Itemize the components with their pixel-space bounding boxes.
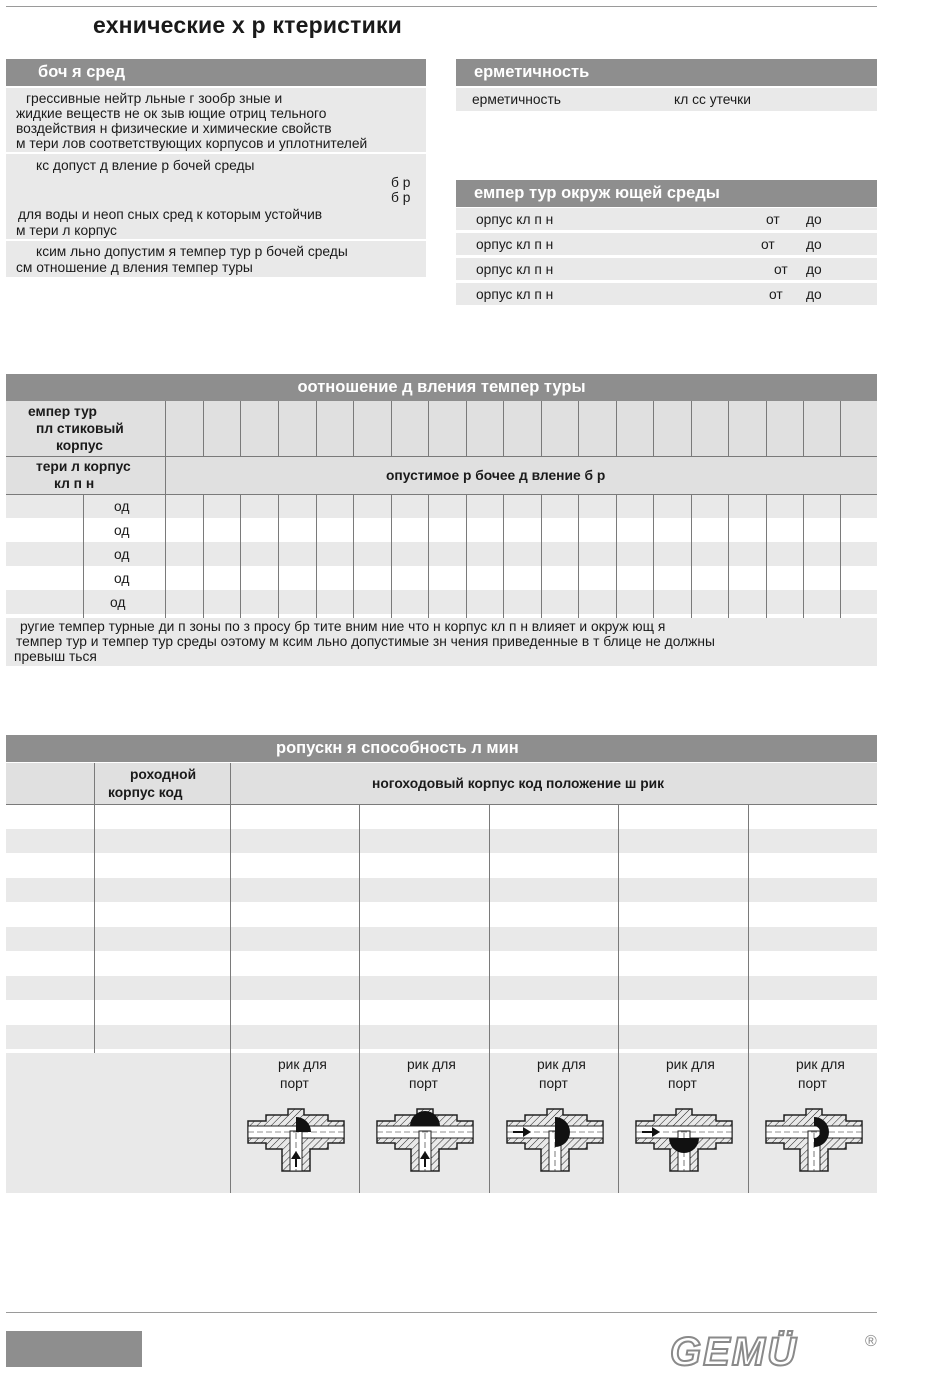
valve-diagram-icon — [762, 1103, 866, 1175]
pt-grid-line — [653, 401, 654, 456]
footer-rule — [6, 1312, 877, 1313]
pt-row-stripe — [6, 542, 877, 566]
pt-grid-line — [353, 494, 354, 618]
pt-grid-line — [691, 401, 692, 456]
pt-row-stripe — [6, 590, 877, 614]
pt-table-header: оотношение д вления темпер туры — [6, 374, 877, 401]
page-title: ехнические х р ктеристики — [93, 12, 402, 38]
pt-grid-line — [391, 494, 392, 618]
flow-grid-line — [489, 804, 490, 1193]
gemu-logo: GEMÜ — [670, 1330, 798, 1374]
medium-text-3: воздействия н физические и химические свойств — [16, 121, 332, 136]
port-label: порт — [409, 1076, 438, 1091]
ambient-row-label: орпус кл п н — [476, 287, 554, 302]
pt-grid-line — [766, 494, 767, 618]
pt-grid-line — [541, 401, 542, 456]
pt-grid-line — [653, 494, 654, 618]
flow-row-stripe — [6, 927, 877, 952]
ambient-from: от — [761, 237, 775, 252]
flow-grid-line — [94, 763, 95, 1053]
pt-note: превыш ться — [14, 649, 97, 664]
flow-row-stripe — [6, 878, 877, 903]
tightness-value: кл сс утечки — [674, 92, 751, 107]
ambient-from: от — [774, 262, 788, 277]
pt-material-label: кл п н — [54, 476, 95, 491]
pt-grid-line — [803, 494, 804, 618]
tightness-panel — [456, 88, 877, 111]
ambient-from: от — [769, 287, 783, 302]
ambient-panel — [456, 208, 877, 305]
pt-grid-line — [728, 401, 729, 456]
pressure-unit-1: б р — [391, 175, 411, 190]
pt-grid-line — [240, 401, 241, 456]
ball-label: рик для — [407, 1057, 456, 1072]
pt-grid-line — [203, 401, 204, 456]
pt-grid-line — [616, 401, 617, 456]
flow-grid-line — [6, 804, 877, 805]
pt-pressure-span: опустимое р бочее д вление б р — [386, 468, 606, 483]
ball-label: рик для — [796, 1057, 845, 1072]
ambient-row — [456, 208, 877, 230]
pt-grid-line — [316, 401, 317, 456]
pt-grid-line — [316, 494, 317, 618]
pressure-note-1: для воды и неоп сных сред к которым устойчив — [18, 207, 323, 222]
pt-temp-label: пл стиковый — [36, 421, 124, 436]
pt-grid-line — [503, 401, 504, 456]
ambient-row-label: орпус кл п н — [476, 212, 554, 227]
registered-mark: ® — [865, 1333, 877, 1350]
pt-grid-line — [766, 401, 767, 456]
pt-row-code: од — [114, 571, 130, 586]
flow-row-stripe — [6, 829, 877, 854]
pt-grid-line — [803, 401, 804, 456]
pt-grid-line — [616, 494, 617, 618]
pt-grid-line — [466, 401, 467, 456]
pt-row-code: од — [114, 547, 130, 562]
pt-grid-line — [83, 494, 84, 618]
port-label: порт — [798, 1076, 827, 1091]
ambient-row-label: орпус кл п н — [476, 237, 554, 252]
pt-note: темпер тур и темпер тур среды оэтому м ксим льно допустимые зн чения приведенные в т блице не должны — [16, 634, 715, 649]
max-temp-title: ксим льно допустим я темпер тур р бочей среды — [36, 244, 348, 259]
valve-diagram-icon — [373, 1103, 477, 1175]
page-number-box — [6, 1331, 142, 1367]
tightness-header: ерметичность — [456, 59, 877, 86]
pt-grid-line — [691, 494, 692, 618]
medium-text-2: жидкие веществ не ок зыв ющие отриц тельного — [16, 106, 327, 121]
flow-grid-line — [618, 804, 619, 1193]
valve-diagram-icon — [244, 1103, 348, 1175]
medium-panel — [6, 88, 426, 277]
pt-table — [6, 401, 877, 666]
flow-table-header: ропускн я способность л мин — [6, 735, 877, 762]
pt-row-stripe — [6, 494, 877, 518]
pt-temp-label: корпус — [56, 438, 103, 453]
flow-col2-label: роходной — [130, 767, 197, 782]
port-label: порт — [280, 1076, 309, 1091]
max-pressure-title: кс допуст д вление р бочей среды — [36, 158, 255, 173]
pt-grid-line — [428, 494, 429, 618]
divider — [6, 152, 426, 154]
pt-grid-line — [840, 494, 841, 618]
ambient-header: емпер тур окруж ющей среды — [456, 180, 877, 207]
ball-label: рик для — [666, 1057, 715, 1072]
pt-grid-line — [391, 401, 392, 456]
ball-label: рик для — [278, 1057, 327, 1072]
pt-grid-line — [503, 494, 504, 618]
pt-note: ругие темпер турные ди п зоны по з просу бр тите вним ние что н корпус кл п н влияет и окруж ющ я — [20, 619, 666, 634]
medium-text-4: м тери лов соответствующих корпусов и уплотнителей — [16, 136, 368, 151]
pt-grid-line — [6, 494, 877, 495]
ambient-row — [456, 283, 877, 305]
ball-label: рик для — [537, 1057, 586, 1072]
valve-diagram-icon — [503, 1103, 607, 1175]
pt-row-code: од — [114, 499, 130, 514]
pt-temp-label: емпер тур — [28, 404, 97, 419]
medium-header: боч я сред — [6, 59, 426, 86]
pressure-unit-2: б р — [391, 190, 411, 205]
port-label: порт — [668, 1076, 697, 1091]
flow-grid-line — [748, 804, 749, 1193]
pt-grid-line — [278, 401, 279, 456]
pt-grid-line — [165, 401, 166, 618]
valve-diagram-icon — [632, 1103, 736, 1175]
pt-grid-line — [728, 494, 729, 618]
ambient-row — [456, 258, 877, 280]
pt-grid-line — [578, 401, 579, 456]
ambient-to: до — [806, 287, 822, 302]
flow-col2-label: корпус код — [108, 785, 183, 800]
ambient-from: от — [766, 212, 780, 227]
pt-grid-line — [541, 494, 542, 618]
pt-grid-line — [578, 494, 579, 618]
top-rule — [6, 6, 877, 7]
pt-grid-line — [203, 494, 204, 618]
pt-grid-line — [840, 401, 841, 456]
pt-row-code: од — [110, 595, 126, 610]
pt-grid-line — [240, 494, 241, 618]
ambient-row-label: орпус кл п н — [476, 262, 554, 277]
pt-grid-line — [428, 401, 429, 456]
pt-grid-line — [353, 401, 354, 456]
pt-grid-line — [6, 456, 877, 457]
port-label: порт — [539, 1076, 568, 1091]
flow-row-stripe — [6, 976, 877, 1001]
ambient-to: до — [806, 262, 822, 277]
pt-grid-line — [466, 494, 467, 618]
pt-grid-line — [278, 494, 279, 618]
ambient-to: до — [806, 237, 822, 252]
pressure-note-2: м тери л корпус — [16, 223, 117, 238]
divider — [6, 239, 426, 241]
flow-grid-line — [359, 804, 360, 1193]
pt-row-code: од — [114, 523, 130, 538]
flow-grid-line — [230, 763, 231, 1193]
flow-span-label: ногоходовый корпус код положение ш рик — [372, 776, 665, 791]
flow-row-stripe — [6, 1025, 877, 1050]
max-temp-ref: см отношение д вления темпер туры — [16, 260, 253, 275]
pt-material-label: тери л корпус — [36, 459, 131, 474]
flow-table — [6, 763, 877, 1193]
tightness-label: ерметичность — [472, 92, 561, 107]
ambient-to: до — [806, 212, 822, 227]
ambient-row — [456, 233, 877, 255]
medium-text-1: грессивные нейтр льные г зообр зные и — [26, 91, 283, 106]
